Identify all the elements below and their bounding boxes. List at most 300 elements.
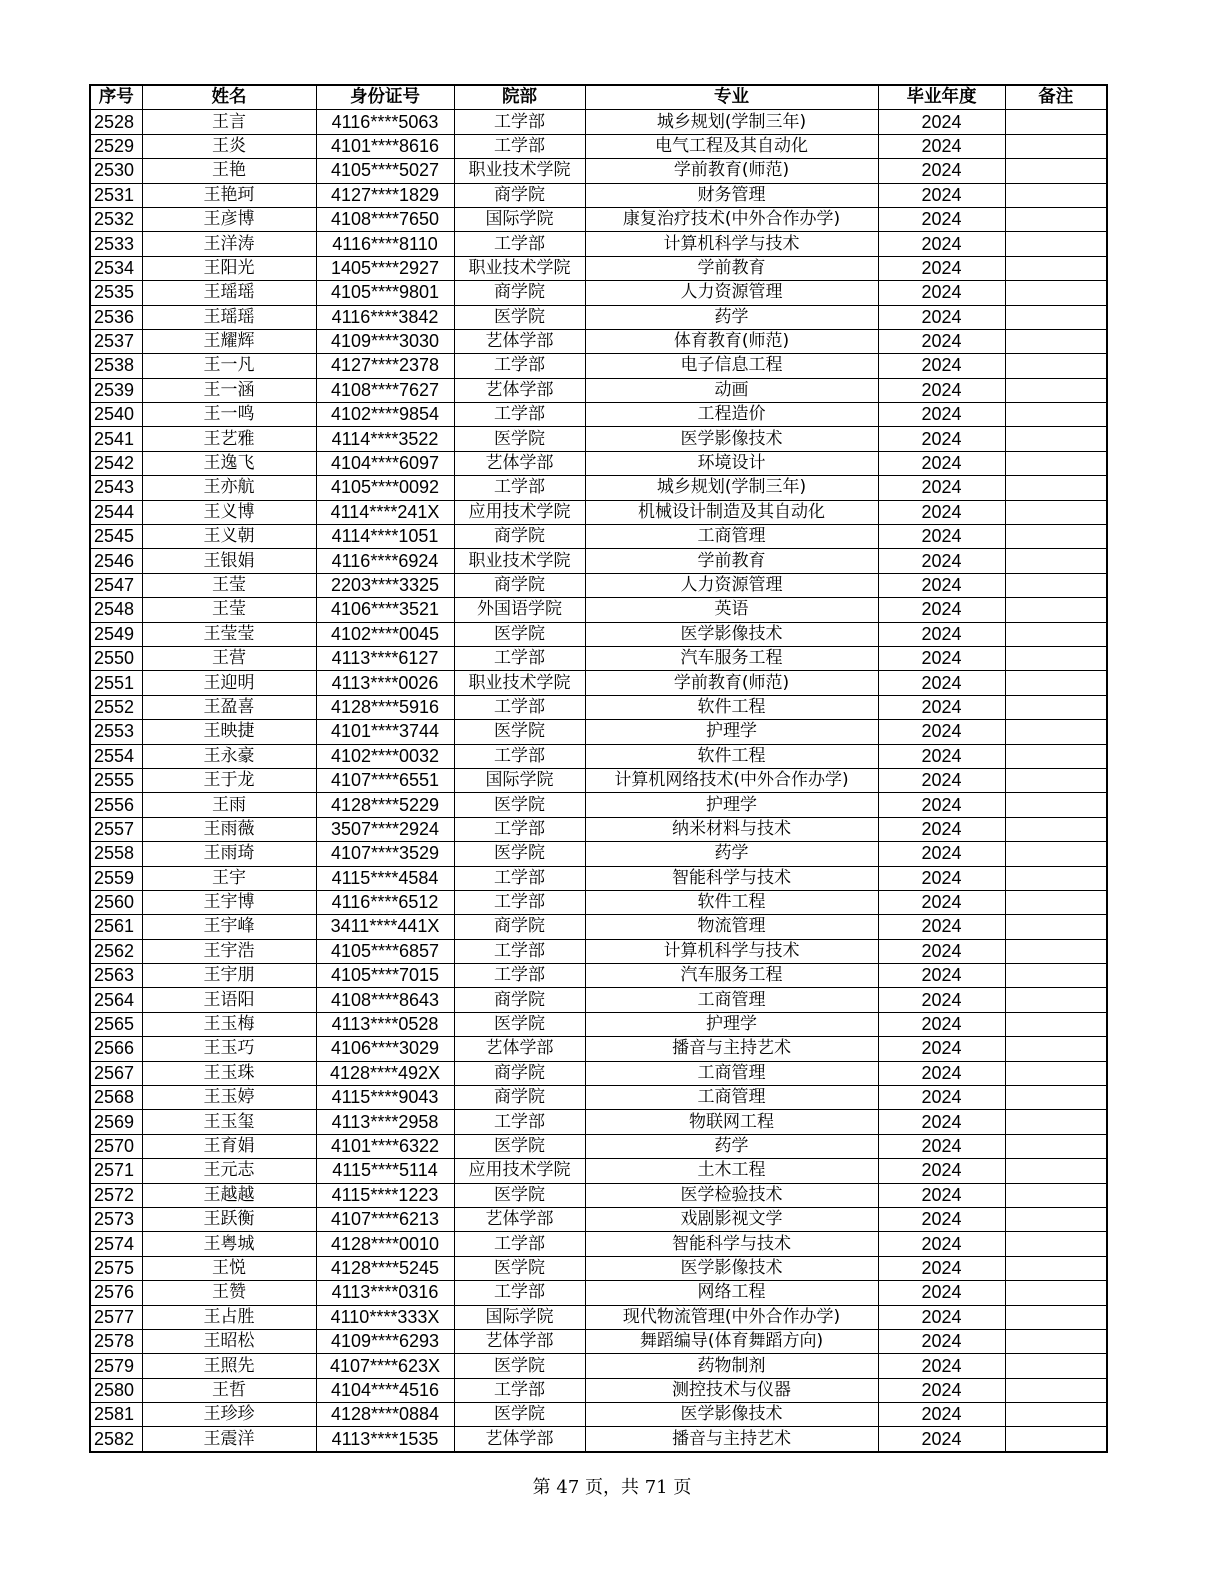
cell-id: 4107****623X	[316, 1354, 454, 1378]
cell-note	[1005, 305, 1107, 329]
cell-id: 4113****1535	[316, 1427, 454, 1452]
cell-note	[1005, 1110, 1107, 1134]
table-row	[90, 1134, 1107, 1158]
cell-year: 2024	[878, 1061, 1005, 1085]
cell-note	[1005, 403, 1107, 427]
cell-id: 2203****3325	[316, 573, 454, 597]
cell-year: 2024	[878, 1403, 1005, 1427]
cell-id: 4102****0045	[316, 622, 454, 646]
cell-note	[1005, 1012, 1107, 1036]
cell-name: 王于龙	[142, 768, 316, 792]
cell-no: 2542	[90, 451, 142, 475]
cell-dept: 商学院	[454, 281, 585, 305]
cell-dept: 应用技术学院	[454, 500, 585, 524]
cell-note	[1005, 915, 1107, 939]
cell-no: 2557	[90, 817, 142, 841]
cell-name: 王义博	[142, 500, 316, 524]
table-row	[90, 1281, 1107, 1305]
table-row	[90, 549, 1107, 573]
cell-name: 王艳珂	[142, 183, 316, 207]
cell-year: 2024	[878, 768, 1005, 792]
cell-name: 王玉梅	[142, 1012, 316, 1036]
cell-no: 2567	[90, 1061, 142, 1085]
cell-name: 王一涵	[142, 378, 316, 402]
cell-no: 2528	[90, 110, 142, 134]
cell-id: 4108****7650	[316, 207, 454, 231]
cell-major: 播音与主持艺术	[585, 1427, 878, 1452]
table-row	[90, 573, 1107, 597]
cell-dept: 商学院	[454, 525, 585, 549]
cell-no: 2579	[90, 1354, 142, 1378]
cell-note	[1005, 1378, 1107, 1402]
cell-name: 王宇朋	[142, 964, 316, 988]
cell-no: 2541	[90, 427, 142, 451]
cell-name: 王玉婷	[142, 1086, 316, 1110]
cell-note	[1005, 549, 1107, 573]
cell-no: 2569	[90, 1110, 142, 1134]
table-row	[90, 744, 1107, 768]
cell-major: 测控技术与仪器	[585, 1378, 878, 1402]
cell-year: 2024	[878, 427, 1005, 451]
cell-year: 2024	[878, 1305, 1005, 1329]
cell-name: 王莹	[142, 573, 316, 597]
table-row	[90, 354, 1107, 378]
cell-major: 计算机网络技术(中外合作办学)	[585, 768, 878, 792]
cell-year: 2024	[878, 305, 1005, 329]
cell-no: 2563	[90, 964, 142, 988]
table-row	[90, 1159, 1107, 1183]
cell-name: 王瑶瑶	[142, 281, 316, 305]
cell-name: 王瑶瑶	[142, 305, 316, 329]
cell-note	[1005, 427, 1107, 451]
cell-dept: 医学院	[454, 427, 585, 451]
cell-no: 2575	[90, 1256, 142, 1280]
cell-name: 王逸飞	[142, 451, 316, 475]
cell-id: 4116****8110	[316, 232, 454, 256]
cell-id: 4116****6512	[316, 890, 454, 914]
cell-year: 2024	[878, 988, 1005, 1012]
table-row	[90, 915, 1107, 939]
cell-dept: 医学院	[454, 1354, 585, 1378]
cell-major: 软件工程	[585, 890, 878, 914]
table-row	[90, 256, 1107, 280]
cell-note	[1005, 159, 1107, 183]
cell-dept: 工学部	[454, 1110, 585, 1134]
cell-note	[1005, 695, 1107, 719]
cell-name: 王义朝	[142, 525, 316, 549]
cell-major: 汽车服务工程	[585, 964, 878, 988]
cell-dept: 职业技术学院	[454, 256, 585, 280]
cell-dept: 工学部	[454, 890, 585, 914]
cell-major: 学前教育(师范)	[585, 159, 878, 183]
cell-year: 2024	[878, 1012, 1005, 1036]
cell-no: 2565	[90, 1012, 142, 1036]
cell-no: 2533	[90, 232, 142, 256]
cell-dept: 医学院	[454, 1134, 585, 1158]
cell-no: 2534	[90, 256, 142, 280]
header-name: 姓名	[142, 85, 316, 110]
cell-dept: 艺体学部	[454, 1207, 585, 1231]
cell-id: 4105****0092	[316, 476, 454, 500]
cell-no: 2582	[90, 1427, 142, 1452]
cell-dept: 商学院	[454, 988, 585, 1012]
cell-year: 2024	[878, 281, 1005, 305]
cell-id: 4107****6551	[316, 768, 454, 792]
cell-name: 王一鸣	[142, 403, 316, 427]
table-row	[90, 1037, 1107, 1061]
cell-dept: 外国语学院	[454, 598, 585, 622]
cell-name: 王亦航	[142, 476, 316, 500]
table-row	[90, 1086, 1107, 1110]
table-row	[90, 1061, 1107, 1085]
table-row	[90, 988, 1107, 1012]
table-row	[90, 768, 1107, 792]
cell-dept: 商学院	[454, 1086, 585, 1110]
cell-id: 4113****6127	[316, 646, 454, 670]
cell-no: 2537	[90, 329, 142, 353]
cell-major: 英语	[585, 598, 878, 622]
cell-note	[1005, 964, 1107, 988]
cell-year: 2024	[878, 329, 1005, 353]
cell-id: 4107****6213	[316, 1207, 454, 1231]
cell-dept: 医学院	[454, 720, 585, 744]
cell-dept: 工学部	[454, 134, 585, 158]
cell-note	[1005, 1159, 1107, 1183]
cell-name: 王言	[142, 110, 316, 134]
table-row	[90, 1378, 1107, 1402]
cell-major: 工商管理	[585, 525, 878, 549]
header-no: 序号	[90, 85, 142, 110]
table-row	[90, 939, 1107, 963]
cell-no: 2559	[90, 866, 142, 890]
cell-year: 2024	[878, 890, 1005, 914]
cell-dept: 工学部	[454, 964, 585, 988]
cell-major: 工商管理	[585, 988, 878, 1012]
cell-dept: 艺体学部	[454, 378, 585, 402]
cell-no: 2545	[90, 525, 142, 549]
table-row	[90, 817, 1107, 841]
cell-year: 2024	[878, 720, 1005, 744]
table-row	[90, 1403, 1107, 1427]
cell-note	[1005, 1207, 1107, 1231]
cell-major: 学前教育(师范)	[585, 671, 878, 695]
cell-dept: 国际学院	[454, 1305, 585, 1329]
cell-no: 2535	[90, 281, 142, 305]
cell-id: 4116****3842	[316, 305, 454, 329]
cell-name: 王阳光	[142, 256, 316, 280]
cell-id: 4113****0528	[316, 1012, 454, 1036]
cell-note	[1005, 1281, 1107, 1305]
cell-note	[1005, 720, 1107, 744]
table-row	[90, 232, 1107, 256]
cell-note	[1005, 1329, 1107, 1353]
cell-name: 王元志	[142, 1159, 316, 1183]
cell-major: 汽车服务工程	[585, 646, 878, 670]
cell-year: 2024	[878, 793, 1005, 817]
cell-id: 4115****5114	[316, 1159, 454, 1183]
cell-dept: 职业技术学院	[454, 549, 585, 573]
cell-dept: 应用技术学院	[454, 1159, 585, 1183]
cell-no: 2561	[90, 915, 142, 939]
header-year: 毕业年度	[878, 85, 1005, 110]
cell-no: 2547	[90, 573, 142, 597]
cell-no: 2574	[90, 1232, 142, 1256]
table-row	[90, 695, 1107, 719]
cell-dept: 医学院	[454, 1012, 585, 1036]
cell-id: 4109****3030	[316, 329, 454, 353]
cell-name: 王语阳	[142, 988, 316, 1012]
table-row	[90, 598, 1107, 622]
cell-dept: 商学院	[454, 915, 585, 939]
cell-note	[1005, 232, 1107, 256]
table-row	[90, 622, 1107, 646]
cell-year: 2024	[878, 183, 1005, 207]
cell-id: 4116****6924	[316, 549, 454, 573]
cell-no: 2576	[90, 1281, 142, 1305]
cell-major: 网络工程	[585, 1281, 878, 1305]
cell-id: 4115****1223	[316, 1183, 454, 1207]
cell-dept: 工学部	[454, 817, 585, 841]
cell-name: 王迎明	[142, 671, 316, 695]
cell-note	[1005, 1183, 1107, 1207]
cell-dept: 医学院	[454, 1183, 585, 1207]
page-footer: 第 47 页，共 71 页	[532, 1477, 692, 1498]
cell-no: 2540	[90, 403, 142, 427]
cell-no: 2550	[90, 646, 142, 670]
cell-no: 2581	[90, 1403, 142, 1427]
cell-dept: 商学院	[454, 183, 585, 207]
cell-id: 4115****4584	[316, 866, 454, 890]
cell-note	[1005, 768, 1107, 792]
cell-note	[1005, 378, 1107, 402]
cell-note	[1005, 525, 1107, 549]
cell-id: 4116****5063	[316, 110, 454, 134]
cell-name: 王宇博	[142, 890, 316, 914]
cell-note	[1005, 183, 1107, 207]
table-row	[90, 451, 1107, 475]
cell-year: 2024	[878, 1134, 1005, 1158]
table-row	[90, 305, 1107, 329]
cell-id: 4107****3529	[316, 842, 454, 866]
table-row	[90, 1207, 1107, 1231]
cell-note	[1005, 1354, 1107, 1378]
cell-id: 4108****8643	[316, 988, 454, 1012]
cell-id: 4113****2958	[316, 1110, 454, 1134]
cell-dept: 工学部	[454, 403, 585, 427]
cell-major: 软件工程	[585, 744, 878, 768]
cell-id: 4113****0316	[316, 1281, 454, 1305]
cell-no: 2580	[90, 1378, 142, 1402]
cell-id: 4101****6322	[316, 1134, 454, 1158]
cell-no: 2568	[90, 1086, 142, 1110]
table-row	[90, 525, 1107, 549]
cell-name: 王营	[142, 646, 316, 670]
cell-id: 4128****5229	[316, 793, 454, 817]
cell-note	[1005, 476, 1107, 500]
cell-name: 王映捷	[142, 720, 316, 744]
cell-no: 2556	[90, 793, 142, 817]
cell-year: 2024	[878, 159, 1005, 183]
cell-dept: 商学院	[454, 573, 585, 597]
cell-major: 康复治疗技术(中外合作办学)	[585, 207, 878, 231]
header-note: 备注	[1005, 85, 1107, 110]
cell-name: 王照先	[142, 1354, 316, 1378]
table-body	[90, 110, 1107, 1452]
cell-year: 2024	[878, 403, 1005, 427]
cell-id: 4114****1051	[316, 525, 454, 549]
cell-dept: 工学部	[454, 1232, 585, 1256]
cell-year: 2024	[878, 915, 1005, 939]
cell-year: 2024	[878, 232, 1005, 256]
cell-no: 2536	[90, 305, 142, 329]
cell-dept: 艺体学部	[454, 1329, 585, 1353]
cell-dept: 工学部	[454, 1281, 585, 1305]
cell-id: 4106****3521	[316, 598, 454, 622]
table-row	[90, 403, 1107, 427]
cell-dept: 工学部	[454, 695, 585, 719]
table-row	[90, 866, 1107, 890]
cell-note	[1005, 890, 1107, 914]
table-row	[90, 378, 1107, 402]
cell-major: 播音与主持艺术	[585, 1037, 878, 1061]
cell-major: 护理学	[585, 793, 878, 817]
cell-note	[1005, 793, 1107, 817]
cell-note	[1005, 329, 1107, 353]
cell-note	[1005, 1403, 1107, 1427]
cell-major: 软件工程	[585, 695, 878, 719]
cell-no: 2546	[90, 549, 142, 573]
cell-note	[1005, 451, 1107, 475]
cell-note	[1005, 744, 1107, 768]
cell-major: 药学	[585, 842, 878, 866]
table-row	[90, 159, 1107, 183]
cell-name: 王炎	[142, 134, 316, 158]
cell-major: 医学检验技术	[585, 1183, 878, 1207]
cell-no: 2553	[90, 720, 142, 744]
cell-dept: 艺体学部	[454, 451, 585, 475]
cell-no: 2544	[90, 500, 142, 524]
cell-major: 财务管理	[585, 183, 878, 207]
table-row	[90, 1427, 1107, 1452]
cell-major: 戏剧影视文学	[585, 1207, 878, 1231]
cell-dept: 工学部	[454, 866, 585, 890]
table-row	[90, 476, 1107, 500]
cell-year: 2024	[878, 500, 1005, 524]
table-header-row	[90, 85, 1107, 110]
cell-note	[1005, 256, 1107, 280]
cell-note	[1005, 1037, 1107, 1061]
table-row	[90, 500, 1107, 524]
cell-id: 3507****2924	[316, 817, 454, 841]
cell-major: 医学影像技术	[585, 622, 878, 646]
cell-no: 2573	[90, 1207, 142, 1231]
cell-major: 药学	[585, 1134, 878, 1158]
table-row	[90, 720, 1107, 744]
cell-note	[1005, 1086, 1107, 1110]
cell-note	[1005, 1134, 1107, 1158]
cell-no: 2548	[90, 598, 142, 622]
cell-major: 计算机科学与技术	[585, 232, 878, 256]
cell-year: 2024	[878, 378, 1005, 402]
cell-year: 2024	[878, 1256, 1005, 1280]
cell-no: 2543	[90, 476, 142, 500]
cell-major: 工商管理	[585, 1086, 878, 1110]
cell-no: 2566	[90, 1037, 142, 1061]
cell-dept: 国际学院	[454, 207, 585, 231]
table-row	[90, 329, 1107, 353]
cell-dept: 艺体学部	[454, 1427, 585, 1452]
cell-id: 4115****9043	[316, 1086, 454, 1110]
cell-id: 4109****6293	[316, 1329, 454, 1353]
cell-id: 4113****0026	[316, 671, 454, 695]
cell-year: 2024	[878, 817, 1005, 841]
header-id: 身份证号	[316, 85, 454, 110]
cell-year: 2024	[878, 695, 1005, 719]
cell-no: 2572	[90, 1183, 142, 1207]
cell-no: 2564	[90, 988, 142, 1012]
cell-note	[1005, 866, 1107, 890]
cell-dept: 职业技术学院	[454, 671, 585, 695]
cell-dept: 工学部	[454, 744, 585, 768]
cell-id: 4128****492X	[316, 1061, 454, 1085]
cell-note	[1005, 1427, 1107, 1452]
cell-id: 4128****5245	[316, 1256, 454, 1280]
cell-major: 环境设计	[585, 451, 878, 475]
table-row	[90, 134, 1107, 158]
cell-major: 城乡规划(学制三年)	[585, 476, 878, 500]
cell-id: 4127****1829	[316, 183, 454, 207]
cell-dept: 工学部	[454, 110, 585, 134]
table-row	[90, 1110, 1107, 1134]
table-row	[90, 183, 1107, 207]
cell-id: 4105****7015	[316, 964, 454, 988]
cell-year: 2024	[878, 598, 1005, 622]
table-row	[90, 793, 1107, 817]
cell-id: 4114****3522	[316, 427, 454, 451]
cell-dept: 医学院	[454, 305, 585, 329]
cell-dept: 工学部	[454, 1378, 585, 1402]
cell-year: 2024	[878, 134, 1005, 158]
cell-no: 2570	[90, 1134, 142, 1158]
cell-major: 医学影像技术	[585, 1403, 878, 1427]
cell-note	[1005, 939, 1107, 963]
cell-no: 2558	[90, 842, 142, 866]
cell-major: 物流管理	[585, 915, 878, 939]
cell-dept: 医学院	[454, 1403, 585, 1427]
cell-dept: 工学部	[454, 232, 585, 256]
cell-major: 纳米材料与技术	[585, 817, 878, 841]
cell-no: 2532	[90, 207, 142, 231]
cell-no: 2551	[90, 671, 142, 695]
cell-year: 2024	[878, 1159, 1005, 1183]
header-major: 专业	[585, 85, 878, 110]
table-row	[90, 646, 1107, 670]
cell-year: 2024	[878, 1427, 1005, 1452]
cell-major: 体育教育(师范)	[585, 329, 878, 353]
cell-year: 2024	[878, 573, 1005, 597]
cell-name: 王宇浩	[142, 939, 316, 963]
cell-name: 王赞	[142, 1281, 316, 1305]
cell-dept: 工学部	[454, 646, 585, 670]
cell-id: 4128****0884	[316, 1403, 454, 1427]
cell-no: 2571	[90, 1159, 142, 1183]
cell-dept: 工学部	[454, 939, 585, 963]
cell-id: 4101****3744	[316, 720, 454, 744]
cell-id: 4105****5027	[316, 159, 454, 183]
table-row	[90, 281, 1107, 305]
cell-no: 2549	[90, 622, 142, 646]
cell-id: 4105****6857	[316, 939, 454, 963]
